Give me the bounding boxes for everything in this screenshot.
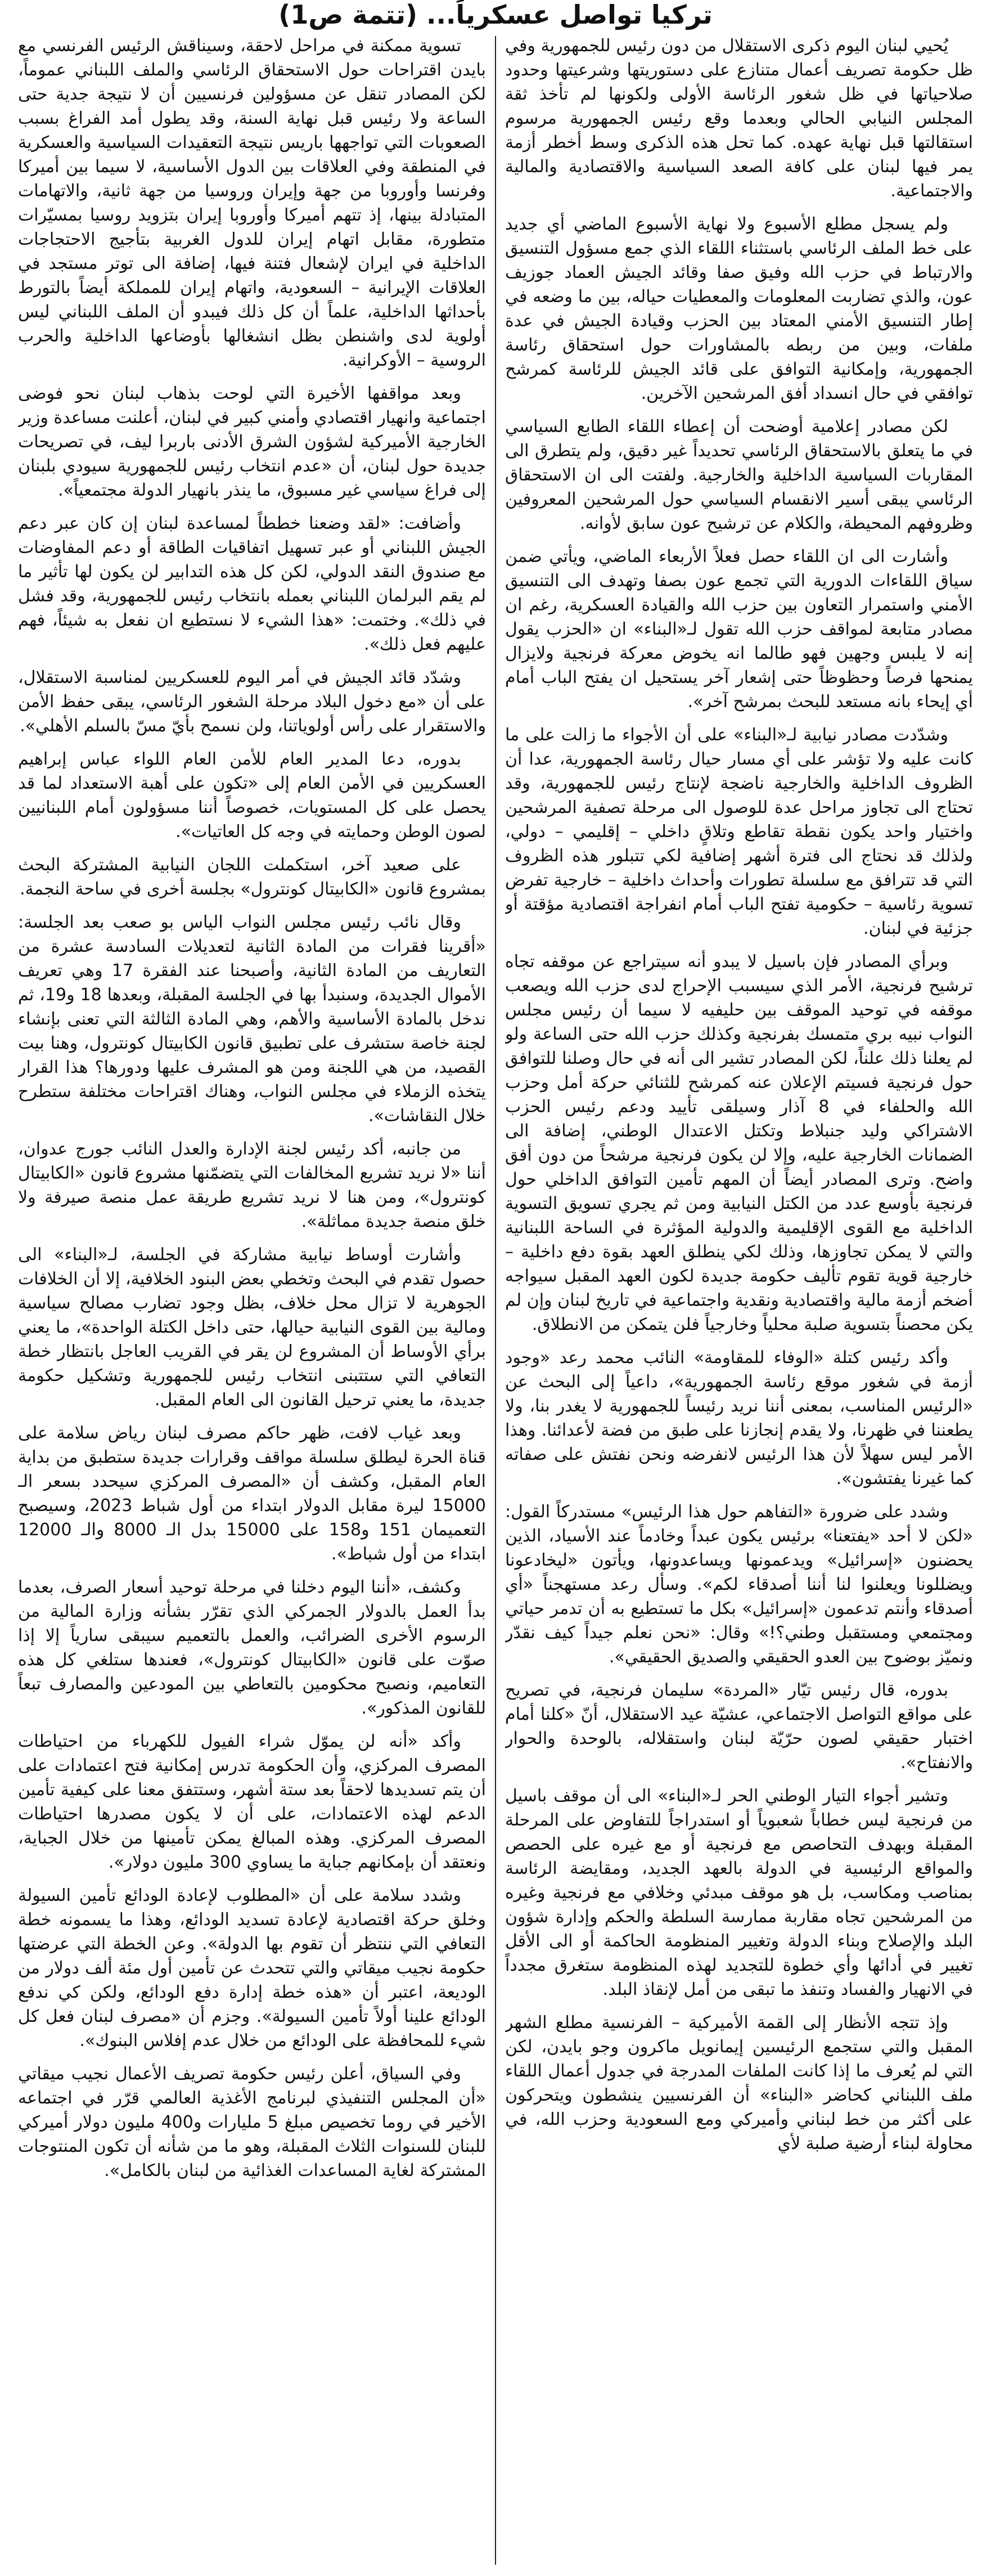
paragraph: وأشارت الى ان اللقاء حصل فعلاً الأربعاء الماضي، ويأتي ضمن سياق اللقاءات الدورية التي تجمع عون بصفا وتهدف الى التنسيق الأمني واستمرار التعاون بين حزب الله والقيادة العسكرية، رغم ان مصادر متابعة لمواقف حزب الله تقول لـ«البناء» ان «الحزب يقول إنه لا يلبس وجهين فهو طالما انه يخوض معركة فرنجية ولايزال يمنحها فرصاً وحظوظاً حتى إشعار آخر يستحيل ان يفتح الباب أمام أي إيحاء بانه مستعد للبحث بمرشح آخر». [505, 547, 973, 712]
paragraph: وشدّدت مصادر نيابية لـ«البناء» على أن الأجواء ما زالت على ما كانت عليه ولا تؤشر على أي مسار حيال رئاسة الجمهورية، عدا أن الظروف الداخلية والخارجية ناضجة لإنتاج رئيس للجمهورية، وقد تحتاج الى تجاوز مراحل عدة للوصول الى مرحلة تصفية المرشحين واختيار واحد يكون نقطة تقاطع وتلاقٍ داخلي – إقليمي – دولي، ولذلك قد نحتاج الى فترة أشهر إضافية لكي تتبلور هذه الظروف التي قد تترافق مع سلسلة تطورات وأحداث داخلية – خارجية تفرض تسوية رئاسية – حكومية تفتح الباب أمام انفراجة اقتصادية مؤقتة أو جزئية في لبنان. [505, 725, 973, 938]
paragraph: وأشارت أوساط نيابية مشاركة في الجلسة، لـ«البناء» الى حصول تقدم في البحث وتخطي بعض البنود الخلافية، إلا أن الخلافات الجوهرية لا تزال محل خلاف، بظل وجود تضارب مصالح سياسية ومالية بين القوى النيابية حيالها، حتى داخل الكتلة الواحدة»، ما يعني برأي الأوساط أن المشروع لن يقر في القريب العاجل بانتظار خطة التعافي التي ستتبنى انتخاب رئيس للجمهورية وتشكيل حكومة جديدة، ما يعني ترحيل القانون الى العام المقبل. [18, 1245, 486, 1410]
paragraph: وشدد على ضرورة «التفاهم حول هذا الرئيس» مستدركاً القول: «لكن لا أحد «يفتعنا» برئيس يكون عبداً وخادماً عند الأسياد، الذين يحضنون «إسرائيل» ويدعمونها ويساعدونها، ويأتون «ليخادعونا ويضللونا ويعلنوا لنا أننا أصدقاء لكم». وسأل رعد مستهجناً «أي أصدقاء وأنتم تدعمون «إسرائيل» بكل ما تستطيع به أن تدمر حياتي ومجتمعي ومستقبل وطني؟!» وقال: «نحن نعلم جيداً كيف نقدّر ونميّز بوضوح بين العدو الحقيقي والصديق الحقيقي». [505, 1502, 973, 1667]
paragraph: وأضافت: «لقد وضعنا خططاً لمساعدة لبنان إن كان عبر دعم الجيش اللبناني أو عبر تسهيل اتفاقيات الطاقة أو دعم المفاوضات مع صندوق النقد الدولي، لكن كل هذه التدابير لن يكون لها تأثير ما لم يقم البرلمان اللبناني بعمله بانتخاب رئيس للجمهورية، وقد فشل في ذلك». وختمت: «هذا الشيء لا نستطيع ان نفعل به شيئاً، فهم عليهم فعل ذلك». [18, 514, 486, 654]
paragraph: وفي السياق، أعلن رئيس حكومة تصريف الأعمال نجيب ميقاتي «أن المجلس التنفيذي لبرنامج الأغذية العالمي قرّر في اجتماعه الأخير في روما تخصيص مبلغ 5 مليارات و400 مليون دولار أميركي للبنان للسنوات الثلاث المقبلة، وهو ما من شأنه أن تكون المنتوجات المشتركة لغاية المساعدات الغذائية من لبنان بالكامل». [18, 2064, 486, 2181]
right-column [505, 34, 973, 2568]
left-column [18, 34, 486, 2568]
paragraph: وأكد رئيس كتلة «الوفاء للمقاومة» النائب محمد رعد «وجود أزمة في شغور موقع رئاسة الجمهورية»، داعياً إلى البحث عن «الرئيس المناسب، بمعنى أننا نريد رئيساً للجمهورية لا يغدر بنا، ولا يطعننا في ظهرنا، ولا يقدم إنجازنا على طبق من فضة لأعدائنا. وهذا الأمر ليس سهلاً لأن هذا الرئيس لانفرضه ونحن نفتش على صفاته كما غيرنا يفتشون». [505, 1348, 973, 1489]
paragraph: وإذ تتجه الأنظار إلى القمة الأميركية – الفرنسية مطلع الشهر المقبل والتي ستجمع الرئيسين إيمانويل ماكرون وجو بايدن، لكن التي لم يُعرف ما إذا كانت الملفات المدرجة في جدول أعمال اللقاء ملف اللبناني كحاضر «البناء» أن الفرنسيين ينشطون ويتحركون على أكثر من خط لبناني وأميركي ومع السعودية وحزب الله، في محاولة لبناء أرضية صلبة لأي [505, 2013, 973, 2154]
paragraph: وبعد مواقفها الأخيرة التي لوحت بذهاب لبنان نحو فوضى اجتماعية وانهيار اقتصادي وأمني كبير في لبنان، أعلنت مساعدة وزير الخارجية الأميركية لشؤون الشرق الأدنى باربرا ليف، في تصريحات جديدة حول لبنان، أن «عدم انتخاب رئيس للجمهورية سيودي بلبنان إلى فراغ سياسي غير مسبوق، ما ينذر بانهيار الدولة مجتمعياً». [18, 384, 486, 500]
paragraph: يُحيي لبنان اليوم ذكرى الاستقلال من دون رئيس للجمهورية وفي ظل حكومة تصريف أعمال متنازع على دستوريتها وشرعيتها وحدود صلاحياتها في ظل شغور الرئاسة الأولى ولكونها لم تأخذ ثقة المجلس النيابي الحالي وبعدما وقع رئيس الجمهورية مرسوم استقالتها قبل نهاية عهده. كما تحل هذه الذكرى وسط أخطر أزمة يمر فيها لبنان على كافة الصعد السياسية والاقتصادية والمالية والاجتماعية. [505, 36, 973, 201]
paragraph: وتشير أجواء التيار الوطني الحر لـ«البناء» الى أن موقف باسيل من فرنجية ليس خطاباً شعبوياً أو استدراجاً للتفاوض على المرحلة المقبلة وبهدف التحاصص مع فرنجية أو مع غيره على الحصص والمواقع الرئيسية في الدولة بالعهد الجديد، ومقايضة الرئاسة بمناصب ومكاسب، بل هو موقف مبدئي وخلافي مع فرنجية وغيره من المرشحين تجاه مقاربة ممارسة السلطة والحكم وإدارة شؤون البلد والإصلاح وبناء الدولة وتغيير المنظومة الحاكمة أو الى الأقل تغيير في أدائها وأي خطوة للتجديد لهذه المنظومة ستغرق مجدداً في الانهيار والفساد وتنفذ ما تبقى من أمل لإنقاذ البلد. [505, 1786, 973, 1999]
paragraph: وشدّد قائد الجيش في أمر اليوم للعسكريين لمناسبة الاستقلال، على أن «مع دخول البلاد مرحلة الشغور الرئاسي، يبقى حفظ الأمن والاستقرار على رأس أولوياتنا، ولن نسمح بأيّ مسّ بالسلم الأهلي». [18, 668, 486, 736]
column-divider [495, 36, 496, 2565]
paragraph: وبعد غياب لافت، ظهر حاكم مصرف لبنان رياض سلامة على قناة الحرة ليطلق سلسلة مواقف وقرارات جديدة ستطبق من بداية العام المقبل، وكشف أن «المصرف المركزي سيحدد بسعر الـ 15000 ليرة مقابل الدولار ابتداء من أول شباط 2023، وسيصبح التعميمان 151 و158 على 15000 بدل الـ 8000 والـ 12000 ابتداء من أول شباط». [18, 1423, 486, 1564]
paragraph: بدوره، دعا المدير العام للأمن العام اللواء عباس إبراهيم العسكريين في الأمن العام إلى «تكون على أهبة الاستعداد لما قد يحصل على كل المستويات، خصوصاً أننا مسؤولون أمام اللبنانيين لصون الوطن وحمايته في وجه كل العاتيات». [18, 749, 486, 842]
paragraph: تسوية ممكنة في مراحل لاحقة، وسيناقش الرئيس الفرنسي مع بايدن اقتراحات حول الاستحقاق الرئاسي والملف اللبناني عموماً، لكن المصادر تنقل عن مسؤولين فرنسيين أن لا نتيجة جدية حتى الساعة ولا رئيس قبل نهاية السنة، وقد يطول أمد الفراغ بسبب الصعوبات التي تواجهها باريس نتيجة التعقيدات السياسية والعسكرية في المنطقة وفي العلاقات بين الدول الأساسية، لا سيما بين أميركا وفرنسا وأوروبا من جهة وإيران وروسيا من جهة ثانية، والاتهامات المتبادلة بينها، إذ تتهم أميركا وأوروبا إيران بتزويد روسيا بمسيّرات متطورة، مقابل اتهام إيران للدول الغربية بتأجيج الاحتجاجات الداخلية في ايران لإشعال فتنة فيها، إضافة الى توتر مستجد في العلاقات الإيرانية – السعودية، واتهام إيران للمملكة أيضاً بالتورط بأحداثها الداخلية، علماً أن كل ذلك فيبدو أن الملف اللبناني ليس أولوية لدى واشنطن بظل انشغالها بأوضاعها الداخلية والحرب الروسية – الأوكرانية. [18, 36, 486, 370]
paragraph: وأكد «أنه لن يموّل شراء الفيول للكهرباء من احتياطات المصرف المركزي، وأن الحكومة تدرس إمكانية فتح اعتمادات على أن يتم تسديدها لاحقاً بعد ستة أشهر، وستتفق معنا على كيفية تأمين الدعم لهذه الاعتمادات، على أن لا يكون مصدرها احتياطات المصرف المركزي. وهذه المبالغ يمكن تأمينها من خلال الجباية، ونعتقد أن بإمكانهم جباية ما يساوي 300 مليون دولار». [18, 1732, 486, 1872]
article-headline: تركيا تواصل عسكرياً... (تتمة ص1) [278, 0, 713, 30]
paragraph: بدوره، قال رئيس تيّار «المردة» سليمان فرنجية، في تصريح على مواقع التواصل الاجتماعي، عشيّة عيد الاستقلال، أنّ «كلنا أمام اختبار حقيقي لصون حرّيّة لبنان واستقلاله، بالوحدة والحوار والانفتاح». [505, 1680, 973, 1773]
paragraph: من جانبه، أكد رئيس لجنة الإدارة والعدل النائب جورج عدوان، أننا «لا نريد تشريع المخالفات التي يتضمّنها مشروع قانون «الكابيتال كونترول»، ومن هنا لا نريد تشريع طريقة عمل منصة صيرفة ولا خلق منصة جديدة مماثلة». [18, 1139, 486, 1231]
paragraph: وكشف، «أننا اليوم دخلنا في مرحلة توحيد أسعار الصرف، بعدما بدأ العمل بالدولار الجمركي الذي تقرّر بشأنه وزارة المالية من الرسوم الأخرى الضرائب، والعمل بالتعميم سيبقى سارياً إلا إذا صوّت على قانون «الكابيتال كونترول»، فعندها ستلغي كل هذه التعاميم، ونصبح محكومين بالتعاطي بين المودعين والمصارف تبعاً للقانون المذكور». [18, 1577, 486, 1718]
paragraph: ولم يسجل مطلع الأسبوع ولا نهاية الأسبوع الماضي أي جديد على خط الملف الرئاسي باستثناء اللقاء الذي جمع مسؤول التنسيق والارتباط في حزب الله وفيق صفا وقائد الجيش العماد جوزيف عون، والذي تضاربت المعلومات والمعطيات حياله، بين ما وضعه في إطار التنسيق الأمني المعتاد بين الحزب وقيادة الجيش في عدة ملفات، وبين من ربطه بالمشاورات حول استحقاق رئاسة الجمهورية، وإمكانية التوافق على قائد الجيش للرئاسة كمرشح توافقي في حال انسداد أفق المرشحين الآخرين. [505, 214, 973, 403]
paragraph: على صعيد آخر، استكملت اللجان النيابية المشتركة البحث بمشروع قانون «الكابيتال كونترول» بجلسة أخرى في ساحة النجمة. [18, 855, 486, 899]
paragraph: وبرأي المصادر فإن باسيل لا يبدو أنه سيتراجع عن موقفه تجاه ترشيح فرنجية، الأمر الذي سيسبب الإحراج لدى حزب الله ويصعب موقفه في توحيد الموقف بين حليفيه لا سيما أن رئيس مجلس النواب نبيه بري متمسك بفرنجية وكذلك حزب الله حتى الساعة ولو لم يعلنا ذلك علناً، لكن المصادر تشير الى أنه في حال وصلنا للتوافق حول فرنجية فسيتم الإعلان عنه كمرشح للثنائي حركة أمل وحزب الله والحلفاء في 8 آذار وسيلقى تأييد ودعم رئيس الحزب الاشتراكي وليد جنبلاط وتكتل الاعتدال الوطني، إضافة الى الضمانات الخارجية عليه، وإلا لن يكون فرنجية مرشحاً من دون أفق واضح. وترى المصادر أيضاً أن المهم تأمين التوافق الداخلي حول فرنجية بأوسع عدد من الكتل النيابية ومن ثم يجري تسويق التسوية الداخلية مع القوى الإقليمية والدولية المؤثرة في الساحة اللبنانية والتي لا يمكن تجاوزها، وذلك لكي ينطلق العهد بقوة دفع داخلية – خارجية قوية تقوم تأليف حكومة جديدة لكون العهد المقبل سيواجه أضخم أزمة مالية واقتصادية ونقدية واجتماعية في تاريخ لبنان وإن لم يكن محصناً بتسوية صلبة محلياً وخارجياً فلن يتمكن من الانطلاق. [505, 952, 973, 1334]
paragraph: وشدد سلامة على أن «المطلوب لإعادة الودائع تأمين السيولة وخلق حركة اقتصادية لإعادة تسديد الودائع، وهذا ما يسمونه خطة التعافي التي ننتظر أن تقوم بها الدولة». وعن الخطة التي عرضتها حكومة نجيب ميقاتي والتي تتحدث عن تأمين أول مئة ألف دولار من الوديعة، اعتبر أن «هذه خطة إدارة دفع الودائع، ولكن كي ندفع الودائع علينا أولاً تأمين السيولة». وجزم أن «مصرف لبنان فعل كل شيء للمحافظة على الودائع من خلال عدم إفلاس البنوك». [18, 1886, 486, 2051]
paragraph: لكن مصادر إعلامية أوضحت أن إعطاء اللقاء الطابع السياسي في ما يتعلق بالاستحقاق الرئاسي تحديداً غير دقيق، ولم يتطرق الى المقاربات السياسية الداخلية والخارجية. ولفتت الى ان الاستحقاق الرئاسي يبقى أسير الانقسام السياسي حول المرشحين المعروفين وظروفهم المحيطة، والكلام عن ترشيح عون سابق لأوانه. [505, 417, 973, 533]
paragraph: وقال نائب رئيس مجلس النواب الياس بو صعب بعد الجلسة: «أقرينا فقرات من المادة الثانية لتعديلات السادسة عشرة من التعاريف من المادة الثانية، وأصبحنا عند الفقرة 17 وهي تعريف الأموال الجديدة، وسنبدأ بها في الجلسة المقبلة، وبعدها 18 و19، ثم ندخل بالمادة الأساسية والأهم، وهي المادة الثالثة التي تعنى بإنشاء لجنة خاصة ستشرف على تطبيق قانون الكابيتال كونترول، وهنا بيت القصيد، من هي اللجنة ومن هو المشرف عليها ودورها؟ هذا القرار يتخذه الزملاء في مجلس النواب، وهناك اقتراحات مختلفة ستطرح خلال النقاشات». [18, 912, 486, 1126]
